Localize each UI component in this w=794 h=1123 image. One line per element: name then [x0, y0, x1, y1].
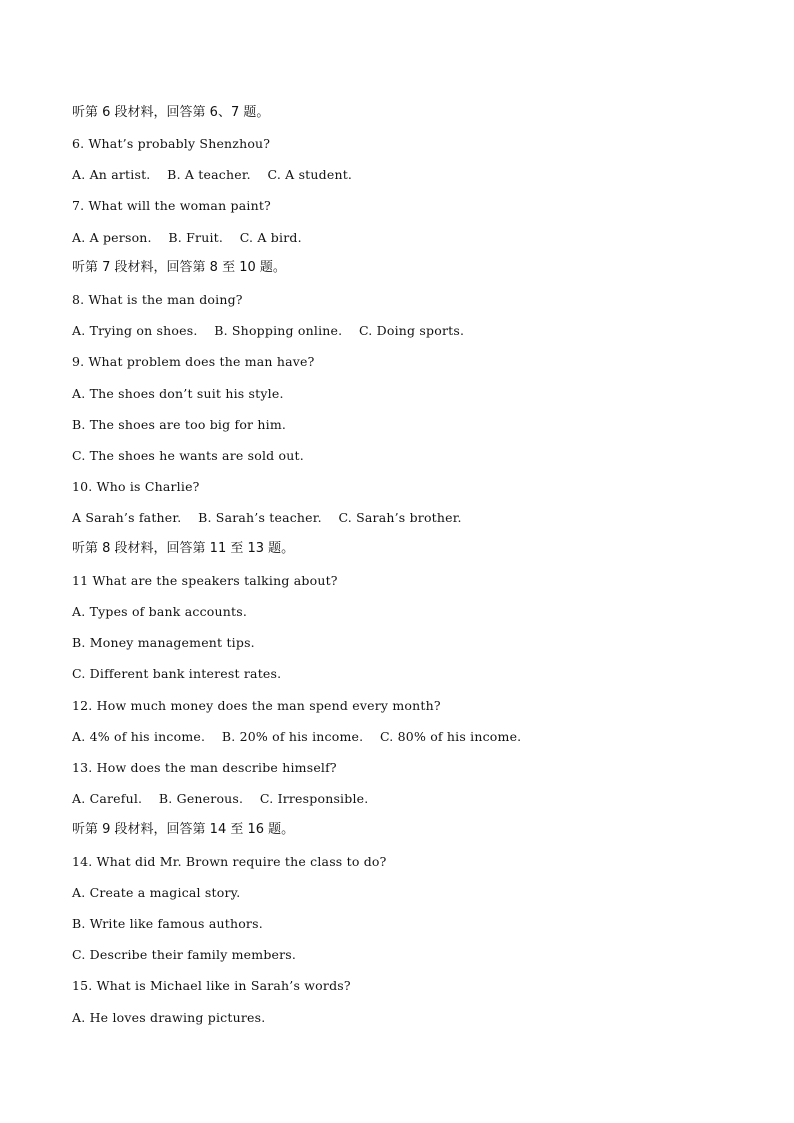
option-15a: A. He loves drawing pictures.: [72, 1010, 266, 1025]
question-9: 9. What problem does the man have?: [72, 354, 315, 369]
options-13: A. Careful. B. Generous. C. Irresponsible.: [72, 791, 369, 806]
option-14a: A. Create a magical story.: [72, 885, 241, 900]
section-heading-9: 听第 9 段材料，回答第 14 至 16 题。: [72, 822, 295, 837]
section-heading-7: 听第 7 段材料，回答第 8 至 10 题。: [72, 260, 286, 275]
question-6: 6. What’s probably Shenzhou?: [72, 136, 271, 151]
question-11: 11 What are the speakers talking about?: [72, 573, 338, 588]
option-11c: C. Different bank interest rates.: [72, 666, 282, 681]
question-13: 13. How does the man describe himself?: [72, 760, 337, 775]
option-9a: A. The shoes don’t suit his style.: [72, 386, 284, 401]
option-9b: B. The shoes are too big for him.: [72, 417, 287, 432]
option-14c: C. Describe their family members.: [72, 947, 297, 962]
question-15: 15. What is Michael like in Sarah’s words?: [72, 978, 351, 993]
question-8: 8. What is the man doing?: [72, 292, 243, 307]
option-14b: B. Write like famous authors.: [72, 916, 263, 931]
options-12: A. 4% of his income. B. 20% of his income. C. 80% of his income.: [72, 729, 522, 744]
section-heading-8: 听第 8 段材料，回答第 11 至 13 题。: [72, 541, 295, 556]
option-11b: B. Money management tips.: [72, 635, 255, 650]
question-7: 7. What will the woman paint?: [72, 198, 271, 213]
options-6: A. An artist. B. A teacher. C. A student.: [72, 167, 353, 182]
question-10: 10. Who is Charlie?: [72, 479, 200, 494]
option-11a: A. Types of bank accounts.: [72, 604, 248, 619]
option-9c: C. The shoes he wants are sold out.: [72, 448, 304, 463]
options-10: A Sarah’s father. B. Sarah’s teacher. C. Sarah’s brother.: [72, 510, 462, 525]
options-8: A. Trying on shoes. B. Shopping online. C. Doing sports.: [72, 323, 465, 338]
question-14: 14. What did Mr. Brown require the class to do?: [72, 854, 387, 869]
section-heading-6: 听第 6 段材料，回答第 6、7 题。: [72, 105, 270, 120]
question-12: 12. How much money does the man spend every month?: [72, 698, 441, 713]
options-7: A. A person. B. Fruit. C. A bird.: [72, 230, 302, 245]
